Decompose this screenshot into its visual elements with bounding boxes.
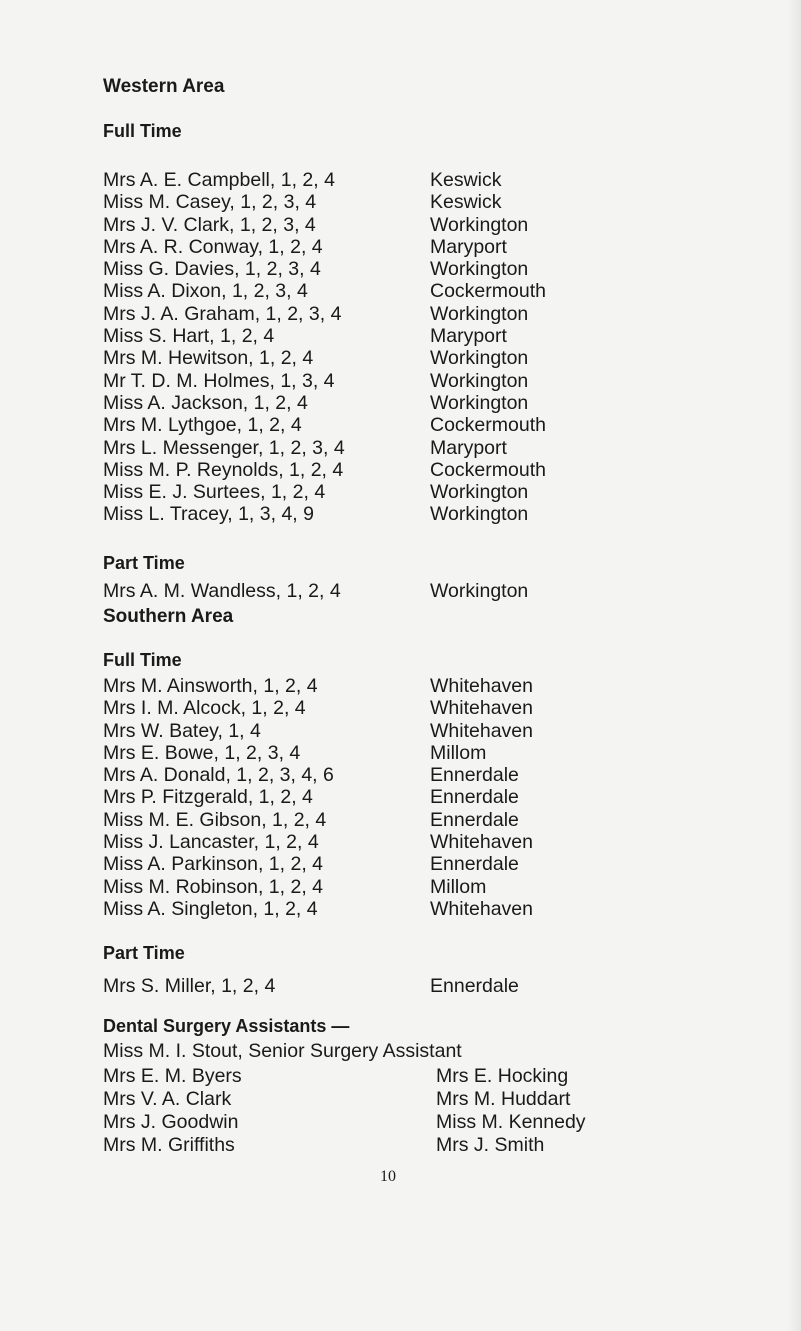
list-item: Mrs L. Messenger, 1, 2, 3, 4 Maryport xyxy=(103,436,507,459)
list-item: Mrs E. Bowe, 1, 2, 3, 4 Millom xyxy=(103,741,487,764)
list-item: Mrs I. M. Alcock, 1, 2, 4 Whitehaven xyxy=(103,697,533,720)
southern-part-time-heading: Part Time xyxy=(103,943,185,963)
page-edge-shadow xyxy=(787,0,801,1331)
list-item: Mrs A. E. Campbell, 1, 2, 4 Keswick xyxy=(103,169,502,191)
western-part-time-item: Mrs A. M. Wandless, 1, 2, 4 Workington xyxy=(103,580,529,602)
list-item: Mrs W. Batey, 1, 4 Whitehaven xyxy=(103,719,533,742)
list-item: Mrs M. Ainsworth, 1, 2, 4 Whitehaven xyxy=(103,675,533,697)
southern-area-heading: Southern Area xyxy=(103,606,234,627)
list-item: Mrs J. Goodwin Miss M. Kennedy xyxy=(103,1111,586,1133)
list-item: Mrs M. Hewitson, 1, 2, 4 Workington xyxy=(103,347,529,370)
list-item: Mrs A. R. Conway, 1, 2, 4 Maryport xyxy=(103,235,507,258)
list-item: Miss A. Dixon, 1, 2, 3, 4 Cockermouth xyxy=(103,280,546,303)
western-part-time-heading: Part Time xyxy=(103,553,185,573)
list-item: Mrs J. A. Graham, 1, 2, 3, 4 Workington xyxy=(103,302,529,325)
list-item: Miss A. Singleton, 1, 2, 4 Whitehaven xyxy=(103,897,533,920)
southern-part-time-item: Mrs S. Miller, 1, 2, 4 Ennerdale xyxy=(103,975,519,997)
list-item: Miss A. Jackson, 1, 2, 4 Workington xyxy=(103,391,529,414)
list-item: Mrs V. A. Clark Mrs M. Huddart xyxy=(103,1088,571,1110)
list-item: Miss L. Tracey, 1, 3, 4, 9 Workington xyxy=(103,503,529,526)
list-item: Miss E. J. Surtees, 1, 2, 4 Workington xyxy=(103,481,529,504)
western-full-time-heading: Full Time xyxy=(103,121,182,141)
list-item: Miss S. Hart, 1, 2, 4 Maryport xyxy=(103,325,507,348)
list-item: Miss M. Robinson, 1, 2, 4 Millom xyxy=(103,875,487,898)
page-number: 10 xyxy=(380,1168,396,1185)
list-item: Mrs M. Lythgoe, 1, 2, 4 Cockermouth xyxy=(103,414,546,437)
list-item: Mrs J. V. Clark, 1, 2, 3, 4 Workington xyxy=(103,213,529,236)
southern-full-time-list xyxy=(103,675,723,920)
list-item: Mrs E. M. Byers Mrs E. Hocking xyxy=(103,1065,569,1087)
dental-heading: Dental Surgery Assistants — xyxy=(103,1016,350,1036)
list-item: Mrs M. Griffiths Mrs J. Smith xyxy=(103,1134,545,1156)
list-item: Mrs A. Donald, 1, 2, 3, 4, 6 Ennerdale xyxy=(103,764,519,787)
western-area-heading: Western Area xyxy=(103,76,225,97)
southern-full-time-heading: Full Time xyxy=(103,650,182,670)
senior-surgery-assistant: Miss M. I. Stout, Senior Surgery Assistant xyxy=(103,1040,462,1062)
list-item: Miss J. Lancaster, 1, 2, 4 Whitehaven xyxy=(103,831,533,854)
list-item: Miss M. P. Reynolds, 1, 2, 4 Cockermouth xyxy=(103,458,546,481)
dental-assistants-list xyxy=(103,1065,723,1157)
list-item: Mrs P. Fitzgerald, 1, 2, 4 Ennerdale xyxy=(103,786,519,809)
western-full-time-list xyxy=(103,169,723,526)
list-item: Miss M. E. Gibson, 1, 2, 4 Ennerdale xyxy=(103,808,519,831)
list-item: Mr T. D. M. Holmes, 1, 3, 4 Workington xyxy=(103,369,529,392)
list-item: Miss A. Parkinson, 1, 2, 4 Ennerdale xyxy=(103,853,519,876)
list-item: Miss G. Davies, 1, 2, 3, 4 Workington xyxy=(103,258,529,281)
list-item: Miss M. Casey, 1, 2, 3, 4 Keswick xyxy=(103,191,502,214)
